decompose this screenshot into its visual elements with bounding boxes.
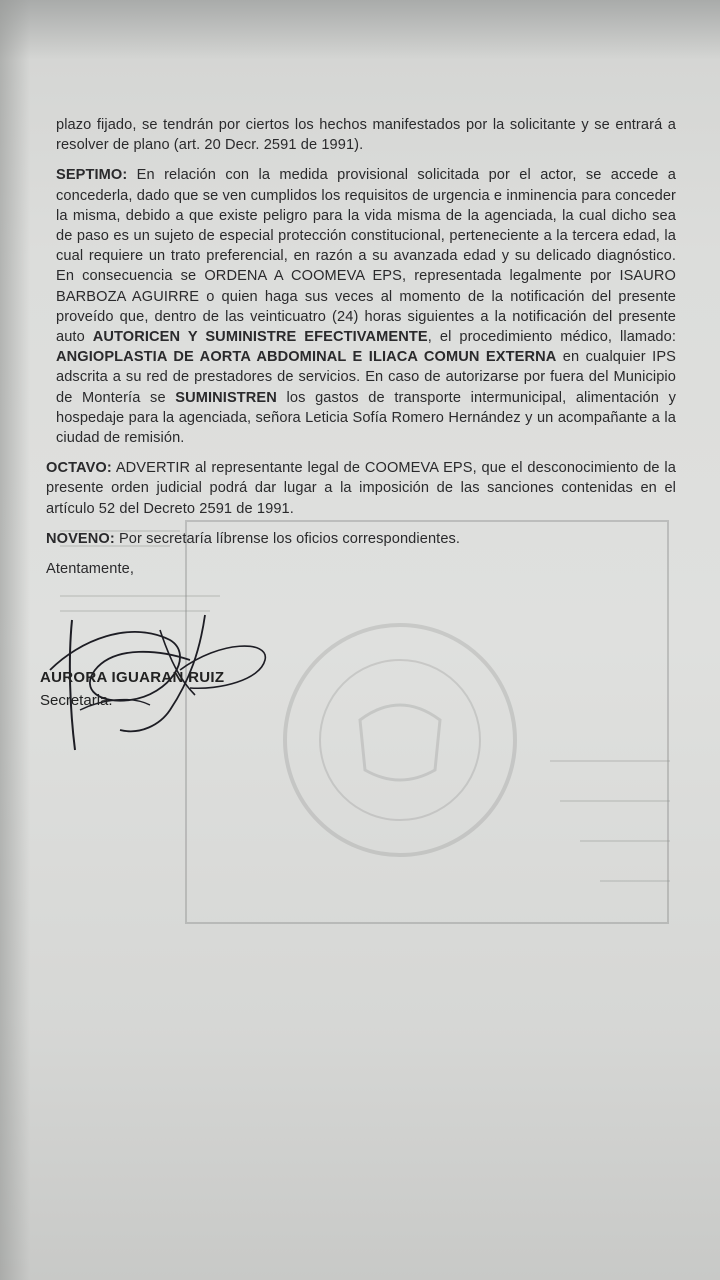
septimo-paragraph — [46, 165, 676, 448]
septimo-label: SEPTIMO: — [56, 167, 128, 184]
signature-block — [40, 666, 224, 712]
octavo-text: ADVERTIR al representante legal de COOMEVA EPS, que el desconocimiento de la presente orden judicial podrá dar lugar a la imposición de las sanciones contenidas en el artículo 52 del Decreto 2591 de 1991. — [46, 460, 676, 517]
intro-paragraph — [46, 115, 676, 155]
septimo-bold-1: AUTORICEN Y SUMINISTRE EFECTIVAMENTE — [92, 329, 428, 346]
document-body — [46, 115, 676, 589]
closing-line — [46, 559, 676, 579]
septimo-text-3: en cualquier IPS adscrita a su red de prestadores de servicios. En caso de autorizarse por fuera del Municipio de Montería se — [56, 349, 676, 406]
noveno-label: NOVENO: — [46, 530, 115, 547]
top-shadow — [0, 0, 720, 60]
septimo-text-4: los gastos de transporte intermunicipal, alimentación y hospedaje para la agenciada, señora Leticia Sofía Romero Hernández y un acompañante a la ciudad de remisión. — [56, 389, 676, 447]
septimo-bold-2: ANGIOPLASTIA DE AORTA ABDOMINAL E ILIACA COMUN EXTERNA — [56, 349, 557, 366]
noveno-paragraph — [46, 529, 676, 549]
signer-role: Secretaria. — [40, 692, 113, 709]
signer-name: AURORA IGUARAN RUIZ — [40, 669, 225, 686]
intro-text: plazo fijado, se tendrán por ciertos los hechos manifestados por la solicitante y se entrará a resolver de plano (art. 20 Decr. 2591 de 1991). — [56, 117, 676, 154]
septimo-bold-3: SUMINISTREN — [175, 389, 277, 406]
noveno-text: Por secretaría líbrense los oficios correspondientes. — [114, 530, 461, 547]
closing-text: Atentamente, — [46, 561, 135, 578]
octavo-label: OCTAVO: — [46, 460, 112, 477]
octavo-paragraph — [46, 458, 676, 519]
septimo-text-2: , el procedimiento médico, llamado: — [427, 329, 676, 346]
septimo-text-1: En relación con la medida provisional solicitada por el actor, se accede a concederla, dado que se ven cumplidos los requisitos de urgencia e inminencia para conceder la misma, debido a que existe peligro para la vida misma de la agenciada, la cual dicho sea de paso es un sujeto de especial protección constitucional, perteneciente a la tercera edad, la cual requiere un trato preferencial, en razón a su avanzada edad y su delicado diagnóstico. En consecuencia se ORDENA A COOMEVA EPS, representada legalmente por ISAURO BARBOZA AGUIRRE o quien haga sus veces al momento de la notificación del presente proveído que, dentro de las veinticuatro (24) horas siguientes a la notificación del presente auto — [56, 167, 676, 346]
